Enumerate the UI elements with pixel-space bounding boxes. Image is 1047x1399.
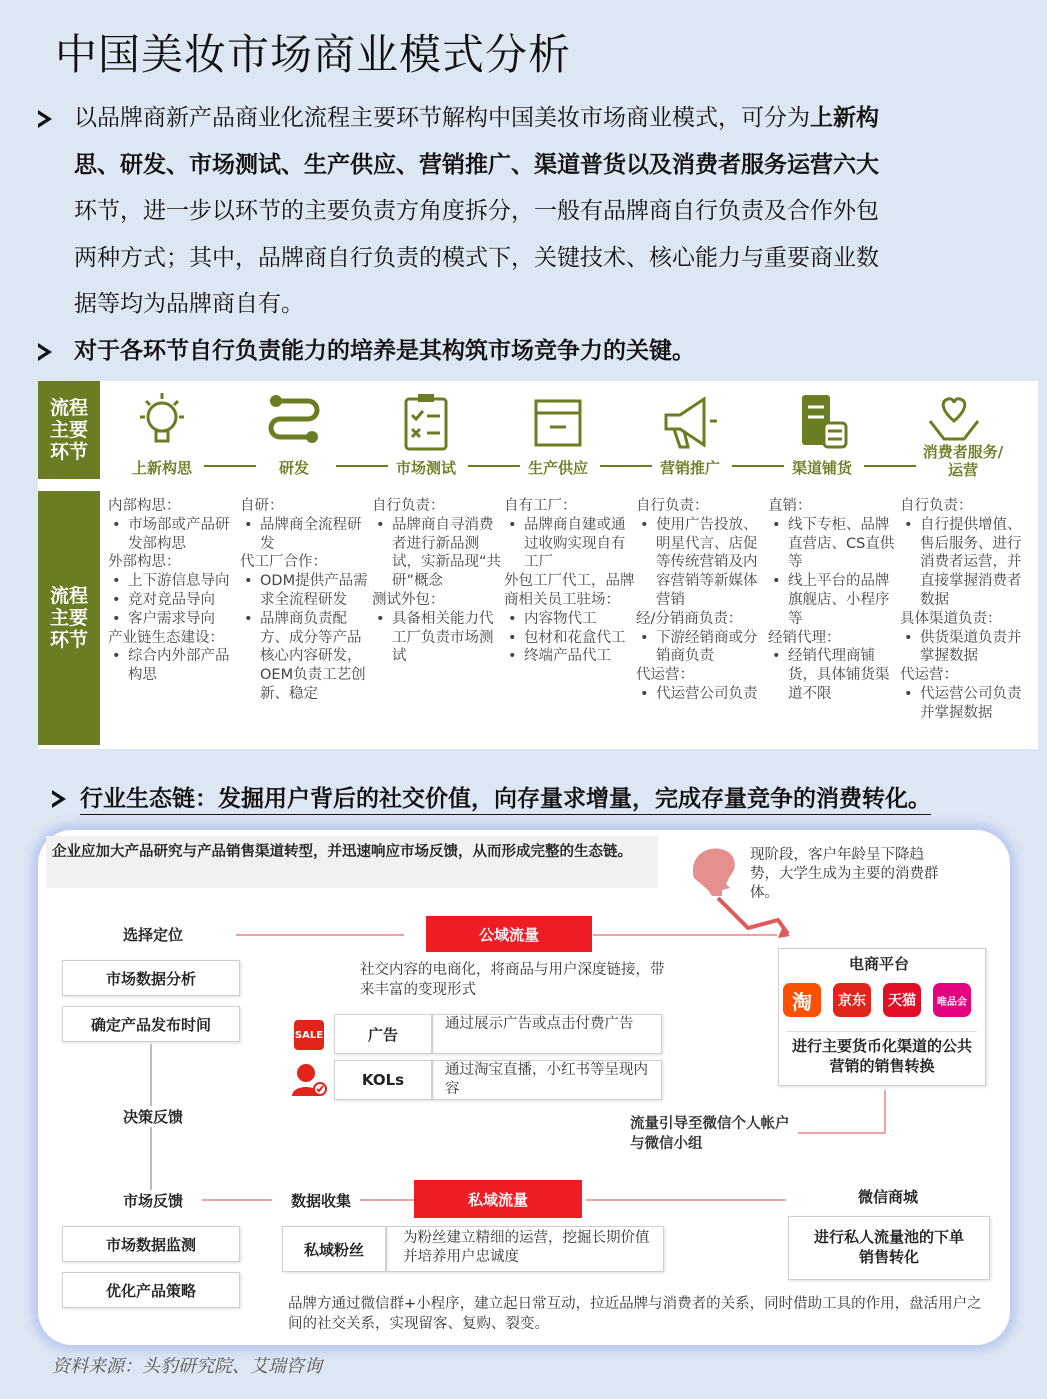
private-fans-desc-box [386,1226,664,1272]
public-traffic-box: 公域流量 [426,916,592,952]
stage-2 [234,381,354,477]
detail-heading: 经销代理： [768,629,841,646]
detail-heading: 内部构思： [108,498,181,514]
ecosystem-heading [52,780,931,813]
kol-person-icon [290,1062,328,1098]
bullet-2 [74,328,994,375]
detail-bullet-item: • 代运营公司负责并掌握数据 [900,685,1032,723]
stage-detail-column [768,497,900,704]
stage-label: 研发 [278,459,309,477]
detail-heading: 代运营： [900,667,958,684]
arrow-to-collect [360,1199,416,1201]
detail-heading: 经/分销商负责： [636,610,743,627]
ads-desc: 通过展示广告或点击付费广告 [445,1016,634,1032]
source-note: 资料来源：头豹研究院、艾瑞咨询 [52,1356,322,1377]
stage-3 [366,381,486,477]
bullet-2-text: 对于各环节自行负责能力的培养是其构筑市场竞争力的关键。 [74,337,695,364]
detail-bullet-item: • 包材和花盒代工 [504,629,636,648]
decision-feedback-label: 决策反馈 [98,1106,208,1127]
stage-label: 渠道铺货 [791,459,852,477]
detail-heading: 直销： [768,498,812,514]
lightbulb-icon [132,391,192,453]
arrow-to-public [236,934,404,936]
choose-position-label: 选择定位 [122,926,183,944]
process-side-label-bottom: 流程 主要 环节 [38,491,100,745]
market-monitor-box: 市场数据监测 [62,1226,240,1262]
detail-bullet-item: • 使用广告投放、明星代言、店促等传统营销及内容营销等新媒体营销 [636,516,768,610]
stage-detail-column [900,497,1032,723]
stage-detail-column [504,497,636,666]
detail-heading: 代运营： [636,667,694,684]
kols-desc-box [432,1060,662,1100]
stage-label: 消费者服务/ 运营 [922,443,1004,479]
stage-7 [894,381,1014,479]
data-collect-label: 数据收集 [290,1192,351,1210]
bullet-1-bold-2: 思、研发、市场测试、生产供应、营销推广、渠道普货以及消费者服务运营六大 [74,150,879,178]
detail-heading: 自有工厂： [504,498,577,514]
ads-label-box: 广告 [334,1014,432,1054]
route-icon [264,391,324,453]
stage-label: 生产供应 [527,459,588,477]
bullet-arrow-icon [52,790,66,808]
detail-bullet-item: • 具备相关能力代工厂负责市场测试 [372,610,504,666]
process-panel [38,381,1038,749]
detail-bullet-item: • 经销代理商铺货，具体铺货渠道不限 [768,647,900,703]
kols-label-box: KOLs [334,1060,432,1100]
stage-1 [102,381,222,477]
detail-heading: 外部构思： [108,554,181,571]
detail-bullet-item: • 线上平台的品牌旗舰店、小程序等 [768,572,900,628]
process-side-label-top: 流程 主要 环节 [38,381,100,479]
age-trend-note: 现阶段，客户年龄呈下降趋势，大学生成为主要的消费群体。 [750,847,939,901]
detail-bullet-item: • ODM提供产品需求全流程研发 [240,572,372,610]
stage-detail-column [108,497,240,685]
ecommerce-title: 电商平台 [848,955,909,973]
ecosystem-diagram [38,830,1010,1345]
bullet-1-bold-1: 上新构 [810,104,879,131]
private-fans-desc: 为粉丝建立精细的运营，挖掘长期价值并培养用户忠诚度 [403,1230,650,1265]
top-note-text: 企业应加大产品研究与产品销售渠道转型，并迅速响应市场反馈，从而形成完整的生态链。 [52,844,632,860]
coins-icon [792,391,852,453]
stage-detail-column [372,497,504,666]
bullet-1-line-1: 以品牌商新产品商业化流程主要环节解构中国美妆市场商业模式，可分为 [74,105,810,131]
detail-bullet-item: • 品牌商负责配方、成分等产品核心内容研发，OEM负责工艺创新、稳定 [240,610,372,704]
bullet-1 [74,95,994,328]
detail-heading: 测试外包： [372,591,445,608]
detail-bullet-item: • 品牌商自建或通过收购实现自有工厂 [504,516,636,572]
bullet-1-line-3: 环节，进一步以环节的主要负责方角度拆分，一般有品牌商自行负责及合作外包 [74,198,879,224]
bullet-arrow-icon [38,328,52,375]
arrow-to-feedback [202,1199,272,1201]
wechat-mall-title: 微信商城 [857,1188,918,1206]
optimize-strategy-box: 优化产品策略 [62,1272,240,1308]
private-traffic-box: 私域流量 [414,1180,582,1218]
stage-label: 上新构思 [131,459,192,477]
detail-heading: 外包工厂代工，品牌商相关员工驻场： [504,573,635,608]
bottom-note: 品牌方通过微信群+小程序，建立起日常互动，拉近品牌与消费者的关系，同时借助工具的作用，盘活用户之间的社交关系，实现留客、复购、裂变。 [288,1296,982,1332]
checklist-icon [396,391,456,453]
market-feedback-label: 市场反馈 [98,1190,208,1211]
stage-label: 营销推广 [659,459,720,477]
sale-tag-icon: SALE [294,1020,324,1050]
detail-bullet-item: • 品牌商自寻消费者进行新品测试，实新品现“共研”概念 [372,516,504,591]
detail-bullet-item: • 内容物代工 [504,610,636,629]
bullet-1-line-5: 据等均为品牌商自有。 [74,291,304,317]
ecommerce-app-icon: 唯品会 [933,983,971,1017]
detail-bullet-item: • 终端产品代工 [504,647,636,666]
ecommerce-app-icon: 京东 [833,983,871,1017]
ecommerce-desc: 进行主要货币化渠道的公共营销的销售转换 [787,1031,977,1077]
kols-desc: 通过淘宝直播，小红书等呈现内容 [445,1062,648,1097]
page-title: 中国美妆市场商业模式分析 [55,30,572,79]
ecommerce-down-line [884,1090,886,1134]
detail-bullet-item: • 品牌商全流程研发 [240,516,372,554]
public-traffic-desc: 社交内容的电商化，将商品与用户深度链接，带来丰富的变现形式 [360,962,665,998]
traffic-flow-note: 流量引导至微信个人帐户与微信小组 [630,1116,790,1152]
detail-bullet-item: • 综合内外部产品构思 [108,647,240,685]
ecommerce-platform-box [778,948,986,1086]
detail-bullet-item: • 上下游信息导向 [108,572,240,591]
bullet-arrow-icon [38,95,52,142]
stage-4 [498,381,618,477]
detail-heading: 自行负责： [636,498,709,514]
ecosystem-heading-text: 行业生态链：发掘用户背后的社交价值，向存量求增量，完成存量竞争的消费转化。 [80,785,931,815]
detail-heading: 代工厂合作： [240,554,327,571]
detail-heading: 自行负责： [900,498,973,514]
detail-bullet-item: • 下游经销商或分销商负责 [636,629,768,667]
stage-detail-column [240,497,372,704]
detail-bullet-item: • 市场部或产品研发部构思 [108,516,240,554]
detail-heading: 产业链生态建设： [108,629,224,646]
market-data-analysis-box: 市场数据分析 [62,960,240,996]
megaphone-icon [660,391,720,453]
stage-detail-column [636,497,768,704]
stage-5 [630,381,750,477]
private-fans-box: 私域粉丝 [282,1226,386,1272]
detail-bullet-item: • 竞对竞品导向 [108,591,240,610]
ads-desc-box [432,1014,662,1054]
detail-heading: 自行负责： [372,498,445,514]
detail-bullet-item: • 供货渠道负责并掌握数据 [900,629,1032,667]
ecommerce-app-icon: 淘 [783,983,821,1017]
box-icon [528,391,588,453]
detail-bullet-item: • 客户需求导向 [108,610,240,629]
stage-6 [762,381,882,477]
top-note-box [46,836,658,888]
detail-heading: 具体渠道负责： [900,610,1002,627]
stage-label: 市场测试 [395,459,456,477]
detail-heading: 自研： [240,498,284,514]
detail-bullet-item: • 自行提供增值、售后服务、进行消费者运营，并直接掌握消费者数据 [900,516,1032,610]
arrow-to-ecommerce [593,934,777,936]
ecommerce-app-icon: 天猫 [883,983,921,1017]
detail-bullet-item: • 线下专柜、品牌直营店、CS直供等 [768,516,900,572]
detail-bullet-item: • 代运营公司负责 [636,685,768,704]
private-to-wechat-line [586,1199,786,1201]
wechat-mall-desc: 进行私人流量池的下单销售转化 [788,1216,990,1280]
bullet-1-line-4: 两种方式；其中，品牌商自行负责的模式下，关键技术、核心能力与重要商业数 [74,244,879,271]
release-time-box: 确定产品发布时间 [62,1006,240,1042]
ecommerce-flow-line [798,1132,884,1134]
